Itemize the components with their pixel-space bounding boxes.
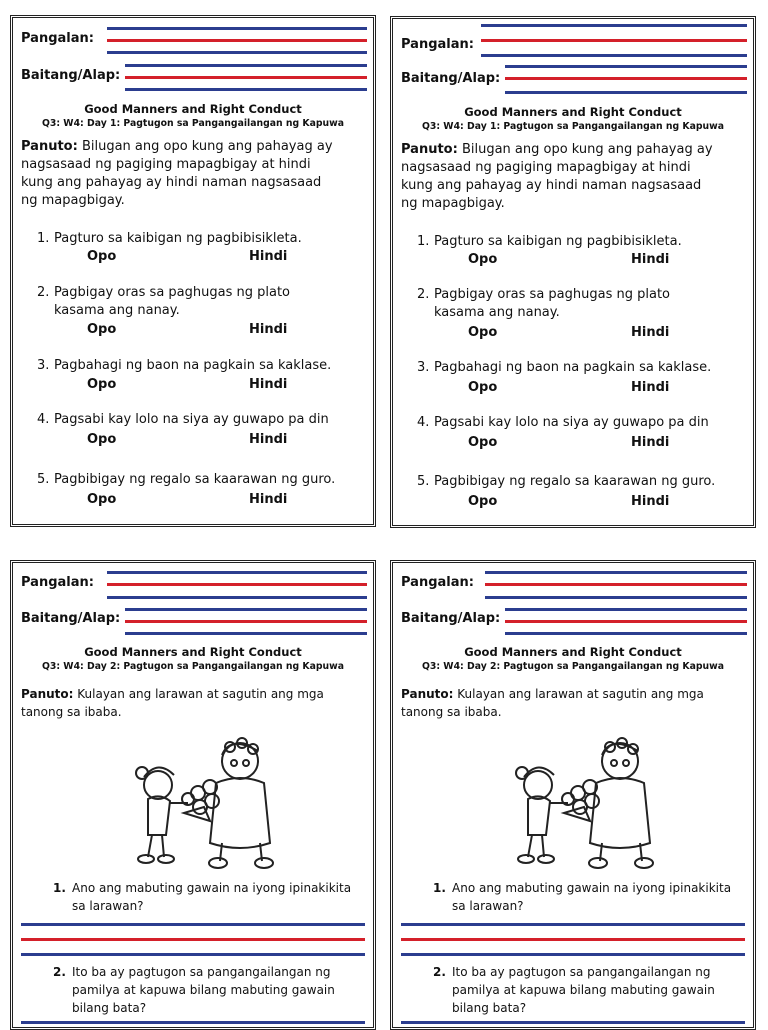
list-item-cont: kasama ang nanay.: [54, 303, 180, 318]
worksheet-card-day1-right: Pangalan: Baitang/Alap: Good Manners and Right Conduct Q3: W4: Day 1: Pagtugon sa Pangangailangan ng Kapuwa Panuto: Bilugan ang opo kung ang pahayag ay nagsasaad ng pagiging mapagbigay at hindi kung ang pahayag ay hindi naman nagsasaad ng mapagbigay. 1. Pagturo sa kaibigan ng pagbibisikleta. Opo Hindi 2. Pagbigay oras sa paghugas ng plato kasama ang nanay. Opo Hindi 3. Pagbahagi ng baon na pagkain sa kaklase. Opo Hindi 4. Pagsabi kay lolo na siya ay guwapo pa din Opo Hindi 5. Pagbibigay ng regalo sa kaarawan ng guro. Opo Hindi: [390, 16, 756, 528]
lesson-subtitle: Q3: W4: Day 1: Pagtugon sa Pangangailangan ng Kapuwa: [41, 118, 345, 129]
hindi-option[interactable]: Hindi: [249, 322, 288, 337]
lesson-subtitle: Q3: W4: Day 2: Pagtugon sa Pangangailangan ng Kapuwa: [421, 661, 725, 672]
answer-write-lines[interactable]: [21, 923, 365, 959]
name-label: Pangalan:: [21, 31, 94, 46]
name-label: Pangalan:: [401, 575, 474, 590]
lesson-subtitle: Q3: W4: Day 2: Pagtugon sa Pangangailangan ng Kapuwa: [41, 661, 345, 672]
opo-option[interactable]: Opo: [87, 322, 117, 337]
answer-write-lines[interactable]: [401, 923, 745, 959]
grade-label: Baitang/Alap:: [21, 68, 121, 83]
name-row: [21, 575, 367, 599]
subject-title: Good Manners and Right Conduct: [464, 645, 682, 659]
child-giving-flowers-icon: [118, 733, 278, 873]
grade-row: [401, 71, 747, 95]
opo-option[interactable]: Opo: [468, 435, 498, 450]
hindi-option[interactable]: Hindi: [631, 494, 670, 509]
name-label: Pangalan:: [21, 575, 94, 590]
worksheet-card-day2-left: Pangalan: Baitang/Alap: Good Manners and Right Conduct Q3: W4: Day 2: Pagtugon sa Pangangailangan ng Kapuwa Panuto: Kulayan ang larawan at sagutin ang mga tanong sa ibaba. 1. Ano ang mabuting gawain na iyong ipinakikita sa larawan? 2. Ito ba ay pagtugon sa pangangailangan ng pamilya at kapuwa bilang mabuting gawain bilang bata?: [10, 560, 376, 1030]
grade-label: Baitang/Alap:: [21, 611, 121, 626]
opo-option[interactable]: Opo: [87, 249, 117, 264]
name-write-lines[interactable]: [107, 31, 367, 55]
opo-option[interactable]: Opo: [87, 432, 117, 447]
answer-write-lines[interactable]: [401, 1021, 745, 1030]
hindi-option[interactable]: Hindi: [249, 432, 288, 447]
opo-option[interactable]: Opo: [468, 494, 498, 509]
name-row: [401, 575, 747, 599]
grade-write-lines[interactable]: [125, 68, 367, 92]
hindi-option[interactable]: Hindi: [249, 492, 288, 507]
grade-write-lines[interactable]: [505, 71, 747, 95]
hindi-option[interactable]: Hindi: [631, 252, 670, 267]
subject-title: Good Manners and Right Conduct: [84, 102, 302, 116]
list-item-cont: kasama ang nanay.: [434, 305, 560, 320]
worksheet-card-day2-right: Pangalan: Baitang/Alap: Good Manners and Right Conduct Q3: W4: Day 2: Pagtugon sa Pangangailangan ng Kapuwa Panuto: Kulayan ang larawan at sagutin ang mga tanong sa ibaba. 1. Ano ang mabuting gawain na iyong ipinakikita sa larawan? 2. Ito ba ay pagtugon sa pangangailangan ng pamilya at kapuwa bilang mabuting gawain bilang bata?: [390, 560, 756, 1030]
grade-label: Baitang/Alap:: [401, 611, 501, 626]
grade-write-lines[interactable]: [505, 611, 747, 635]
opo-option[interactable]: Opo: [87, 492, 117, 507]
hindi-option[interactable]: Hindi: [249, 377, 288, 392]
name-write-lines[interactable]: [107, 575, 367, 599]
name-write-lines[interactable]: [485, 575, 747, 599]
opo-option[interactable]: Opo: [468, 252, 498, 267]
hindi-option[interactable]: Hindi: [631, 325, 670, 340]
instruction: Panuto: Kulayan ang larawan at sagutin ang mga tanong sa ibaba.: [21, 687, 324, 719]
answer-write-lines[interactable]: [21, 1021, 365, 1030]
panuto-label: Panuto:: [21, 139, 78, 154]
name-write-lines[interactable]: [481, 37, 747, 61]
opo-option[interactable]: Opo: [87, 377, 117, 392]
grade-label: Baitang/Alap:: [401, 71, 501, 86]
worksheet-card-day1-left: Pangalan: Baitang/Alap: Good Manners and Right Conduct Q3: W4: Day 1: Pagtugon sa Pangangailangan ng Kapuwa Panuto: Bilugan ang opo kung ang pahayag ay nagsasaad ng pagiging mapagbigay at hindi kung ang pahayag ay hindi naman nagsasaad ng mapagbigay. 1. Pagturo sa kaibigan ng pagbibisikleta. Opo Hindi 2. Pagbigay oras sa paghugas ng plato kasama ang nanay. Opo Hindi 3. Pagbahagi ng baon na pagkain sa kaklase. Opo Hindi 4. Pagsabi kay lolo na siya ay guwapo pa din Opo Hindi 5. Pagbibigay ng regalo sa kaarawan ng guro. Opo Hindi: [10, 15, 376, 527]
opo-option[interactable]: Opo: [468, 380, 498, 395]
grade-row: [21, 68, 367, 92]
subject-title: Good Manners and Right Conduct: [84, 645, 302, 659]
name-row: [21, 31, 367, 55]
hindi-option[interactable]: Hindi: [631, 435, 670, 450]
hindi-option[interactable]: Hindi: [249, 249, 288, 264]
instruction: Panuto: Bilugan ang opo kung ang pahayag ay nagsasaad ng pagiging mapagbigay at hindi kung ang pahayag ay hindi naman nagsasaad ng mapagbigay.: [21, 139, 333, 208]
lesson-subtitle: Q3: W4: Day 1: Pagtugon sa Pangangailangan ng Kapuwa: [421, 121, 725, 132]
name-row: [401, 37, 747, 61]
hindi-option[interactable]: Hindi: [631, 380, 670, 395]
instruction: Panuto: Bilugan ang opo kung ang pahayag ay nagsasaad ng pagiging mapagbigay at hindi kung ang pahayag ay hindi naman nagsasaad ng mapagbigay.: [401, 142, 713, 211]
child-giving-flowers-icon: [498, 733, 658, 873]
subject-title: Good Manners and Right Conduct: [464, 105, 682, 119]
name-label: Pangalan:: [401, 37, 474, 52]
grade-row: [21, 611, 367, 635]
instruction: Panuto: Kulayan ang larawan at sagutin ang mga tanong sa ibaba.: [401, 687, 704, 719]
grade-row: [401, 611, 747, 635]
panuto-label: Panuto:: [401, 142, 458, 157]
opo-option[interactable]: Opo: [468, 325, 498, 340]
panuto-label: Panuto:: [401, 687, 454, 701]
grade-write-lines[interactable]: [125, 611, 367, 635]
panuto-label: Panuto:: [21, 687, 74, 701]
